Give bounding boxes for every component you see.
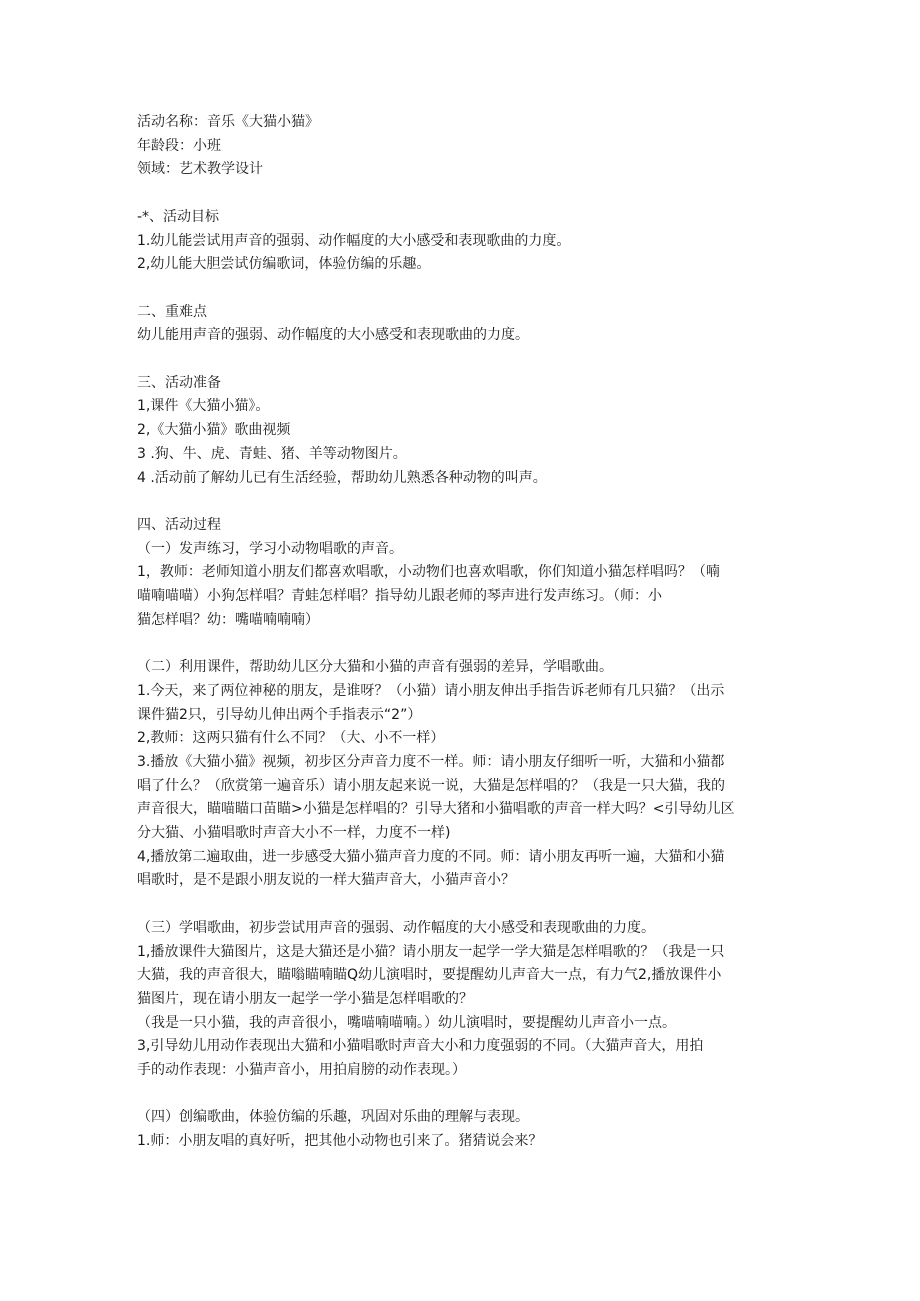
text-line: 1,播放课件大猫图片，这是大猫还是小猫？请小朋友一起学一学大猫是怎样唱歌的？（我是一只 — [137, 943, 725, 960]
text-line: （二）利用课件，帮助幼儿区分大猫和小猫的声音有强弱的差异，学唱歌曲。 — [137, 659, 613, 676]
text-line: 1.师：小朋友唱的真好听，把其他小动物也引来了。猪猜说会来？ — [137, 1133, 543, 1150]
lesson-plan-text — [137, 111, 789, 1154]
text-line: 幼儿能用声音的强弱、动作幅度的大小感受和表现歌曲的力度。 — [137, 327, 529, 344]
text-line: （我是一只小猫，我的声音很小，嘴喵喃喵喃。）幼儿演唱时，要提醒幼儿声音小一点。 — [137, 1014, 676, 1031]
text-line: 唱了什么？（欣赏第一遍音乐）请小朋友起来说一说，大猫是怎样唱的？（我是一只大猫，我的 — [137, 777, 725, 794]
text-line: 手的动作表现：小猫声音小，用拍肩膀的动作表现。） — [137, 1062, 466, 1079]
text-line: 3.播放《大猫小猫》视频，初步区分声音力度不一样。师：请小朋友仔细听一听，大猫和小猫都 — [137, 753, 725, 770]
text-line: 4,播放第二遍取曲，进一步感受大猫小猫声音力度的不同。师：请小朋友再听一遍，大猫和小猫 — [137, 848, 725, 865]
text-line: 1.今天，来了两位神秘的朋友，是谁呀？（小猫）请小朋友伸出手指告诉老师有几只猫？（出示 — [137, 682, 725, 699]
text-line: -*、活动目标 — [137, 208, 220, 225]
text-line: 三、活动准备 — [137, 374, 221, 391]
text-line: 唱歌时，是不是跟小朋友说的一样大猫声音大，小猫声音小？ — [137, 872, 515, 889]
text-line: 分大猫、小猫唱歌时声音大小不一样，力度不一样) — [137, 825, 451, 842]
text-line: 1，教师：老师知道小朋友们都喜欢唱歌，小动物们也喜欢唱歌，你们知道小猫怎样唱吗？（喃 — [137, 564, 720, 581]
text-line: 领域：艺术教学设计 — [137, 161, 263, 178]
text-line: 猫图片，现在请小朋友一起学一学小猫是怎样唱歌的？ — [137, 990, 473, 1007]
text-line: 四、活动过程 — [137, 516, 221, 533]
text-line: 声音很大，瞄喵瞄口苗瞄>小猫是怎样唱的？引导大猪和小猫唱歌的声音一样大吗？<引导幼儿区 — [137, 801, 735, 818]
text-line: （一）发声练习，学习小动物唱歌的声音。 — [137, 540, 403, 557]
text-line: （四）创编歌曲，体验仿编的乐趣，巩固对乐曲的理解与表现。 — [137, 1109, 529, 1126]
text-line: 喵喃喵喵）小狗怎样唱？青蛙怎样唱？指导幼儿跟老师的琴声进行发声练习。（师：小 — [137, 588, 662, 604]
text-line: 4 .活动前了解幼儿已有生活经验，帮助幼儿熟悉各种动物的叫声。 — [137, 469, 547, 486]
text-line: 2,幼儿能大胆尝试仿编歌词，体验仿编的乐趣。 — [137, 256, 431, 273]
text-line: 大猫，我的声音很大，瞄嗡瞄喃瞄Q幼儿演唱时，要提醒幼儿声音大一点，有力气2,播放课件小 — [137, 967, 722, 984]
text-line: 1.幼儿能尝试用声音的强弱、动作幅度的大小感受和表现歌曲的力度。 — [137, 232, 571, 249]
text-line: 2,教师：这两只猫有什么不同？（大、小不一样） — [137, 730, 445, 747]
text-line: 年龄段：小班 — [137, 137, 221, 154]
text-line: 活动名称：音乐《大猫小猫》 — [137, 114, 319, 130]
text-line: 3,引导幼儿用动作表现出大猫和小猫唱歌时声音大小和力度强弱的不同。（大猫声音大，用拍 — [137, 1038, 704, 1055]
text-line: 二、重难点 — [137, 303, 207, 320]
text-line: 猫怎样唱？幼：嘴喵喃喃喃） — [137, 611, 319, 628]
text-line: 2,《大猫小猫》歌曲视频 — [137, 422, 291, 439]
text-line: 3 .狗、牛、虎、青蛙、猪、羊等动物图片。 — [137, 445, 407, 462]
text-line: （三）学唱歌曲，初步尝试用声音的强弱、动作幅度的大小感受和表现歌曲的力度。 — [137, 919, 655, 936]
text-line: 1,课件《大猫小猫》。 — [137, 398, 270, 415]
text-line: 课件猫2只，引导幼儿伸出两个手指表示“2”） — [137, 706, 422, 723]
